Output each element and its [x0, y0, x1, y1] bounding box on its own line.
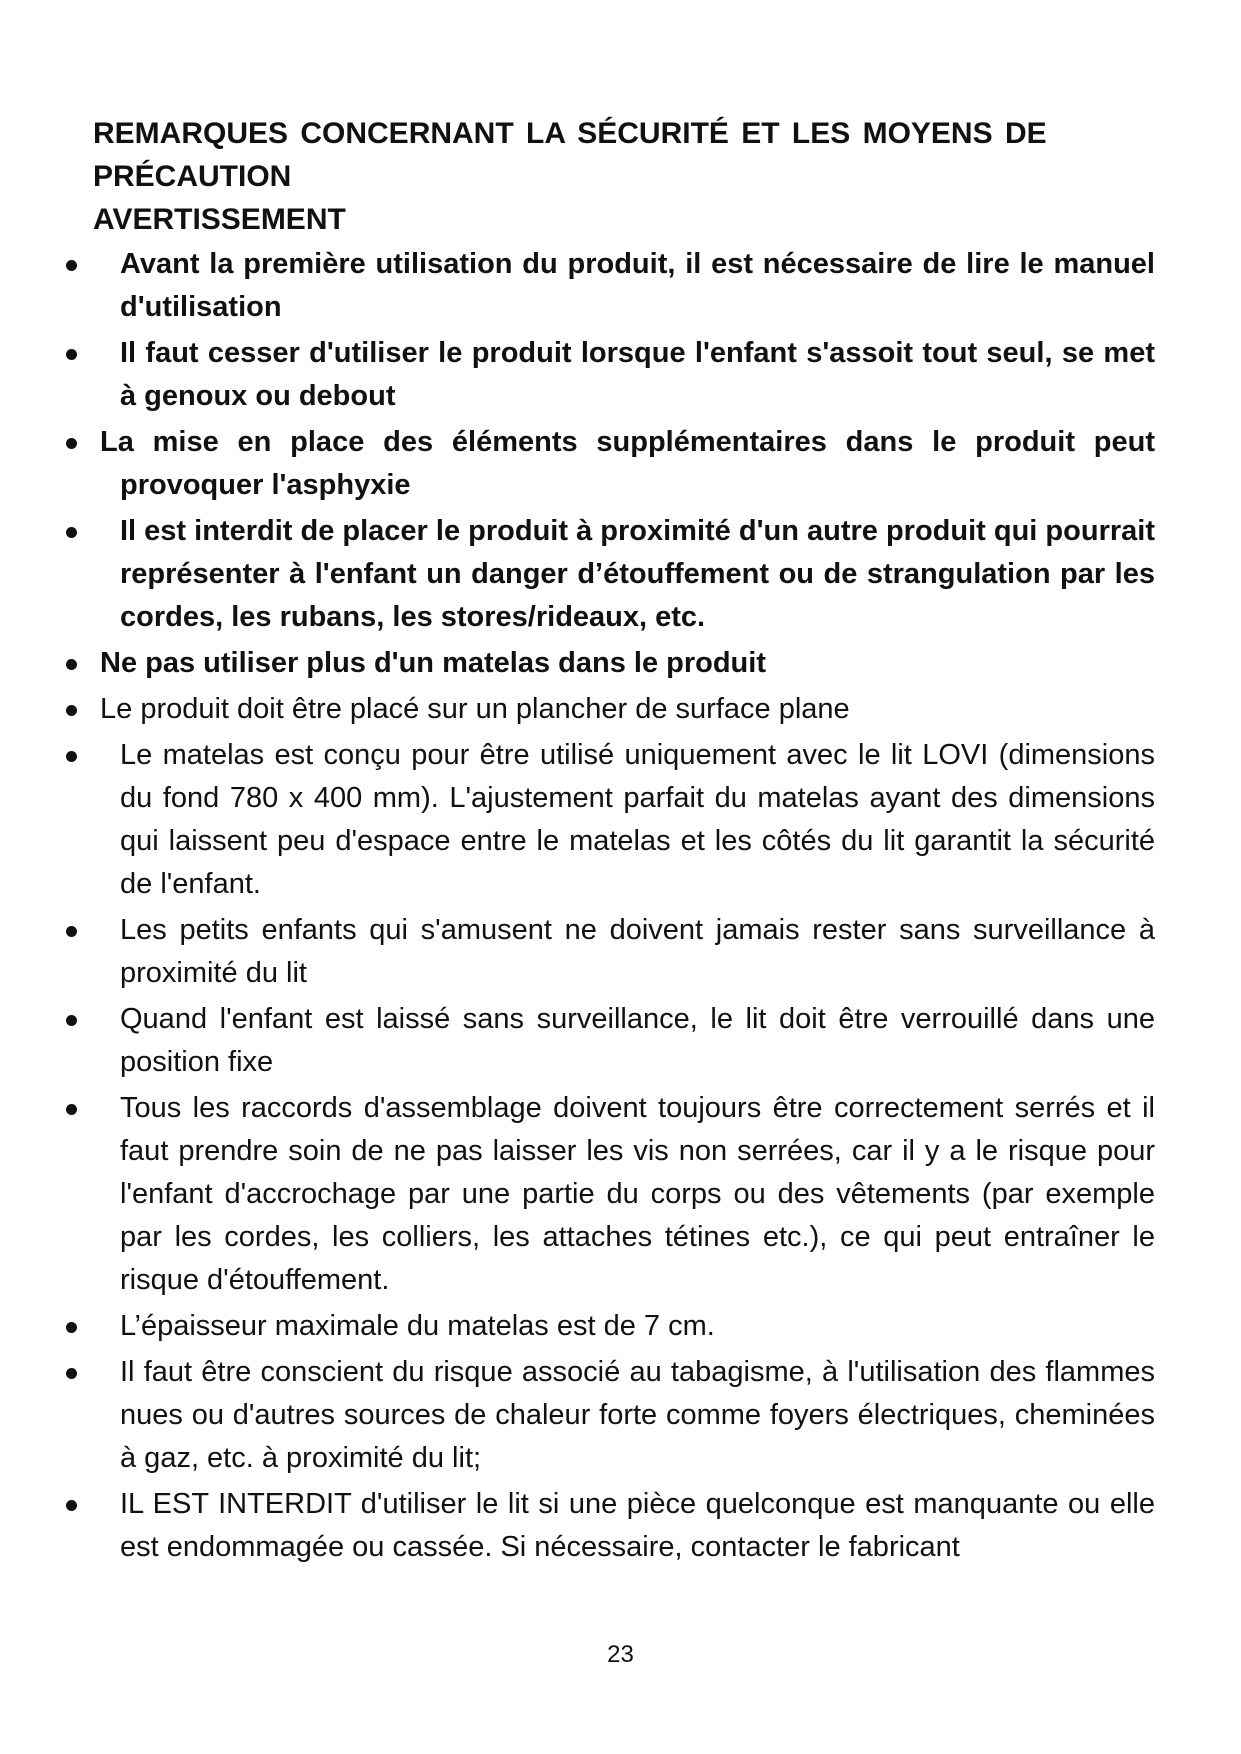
- bullet-icon: [66, 1015, 77, 1026]
- bullet-icon: [66, 751, 77, 762]
- list-item: [0, 1483, 1241, 1569]
- bullet-icon: [66, 527, 77, 538]
- bullet-icon: [66, 659, 77, 670]
- list-item-text: Ne pas utiliser plus d'un matelas dans le produit: [100, 647, 766, 679]
- list-item-text-rest: provoquer l'asphyxie: [120, 469, 411, 501]
- list-item: [0, 909, 1241, 995]
- page-number: 23: [607, 1641, 634, 1668]
- bullet-icon: [66, 1104, 77, 1115]
- list-item-text: Le matelas est conçu pour être utilisé uniquement avec le lit LOVI (dimensions du fond 780 x 400 mm). L'ajustement parfait du matelas ayant des dimensions qui laissent peu d'espace entre le matelas et les côtés du lit garantit la sécurité de l'enfant.: [120, 739, 1155, 900]
- list-item-text: L’épaisseur maximale du matelas est de 7 cm.: [120, 1310, 715, 1342]
- list-item-text: IL EST INTERDIT d'utiliser le lit si une pièce quelconque est manquante ou elle est endommagée ou cassée. Si nécessaire, contacter le fabricant: [120, 1488, 1155, 1563]
- list-item: [0, 642, 1241, 685]
- bullet-icon: [66, 1500, 77, 1511]
- bullet-icon: [66, 926, 77, 937]
- list-item: [0, 510, 1241, 639]
- list-item: [0, 421, 1241, 507]
- bullet-icon: [66, 349, 77, 360]
- bullet-icon: [66, 260, 77, 271]
- section-headings: [93, 112, 1143, 241]
- list-item-text: Le produit doit être placé sur un plancher de surface plane: [100, 693, 850, 725]
- section-title: REMARQUES CONCERNANT LA SÉCURITÉ ET LES MOYENS DE PRÉCAUTION: [93, 117, 1047, 193]
- list-item: [0, 243, 1241, 329]
- bullet-icon: [66, 1322, 77, 1333]
- list-item-text: Il est interdit de placer le produit à proximité d'un autre produit qui pourrait représenter à l'enfant un danger d’étouffement ou de strangulation par les cordes, les rubans, les stores/rideaux, etc.: [120, 515, 1155, 633]
- list-item-text-first-line: La mise en place des éléments supplémentaires dans le produit peut: [100, 426, 1155, 458]
- bullet-icon: [66, 438, 77, 449]
- list-item: [0, 1351, 1241, 1480]
- list-item-text: Il faut cesser d'utiliser le produit lorsque l'enfant s'assoit tout seul, se met à genoux ou debout: [120, 337, 1155, 412]
- list-item: [0, 332, 1241, 418]
- list-item: [0, 998, 1241, 1084]
- list-item: [0, 688, 1241, 731]
- list-item-text: Avant la première utilisation du produit, il est nécessaire de lire le manuel d'utilisation: [120, 248, 1155, 323]
- bullet-icon: [66, 1368, 77, 1379]
- list-item-text: Quand l'enfant est laissé sans surveillance, le lit doit être verrouillé dans une position fixe: [120, 1003, 1155, 1078]
- list-item-text: Les petits enfants qui s'amusent ne doivent jamais rester sans surveillance à proximité du lit: [120, 914, 1155, 989]
- bullet-icon: [66, 705, 77, 716]
- list-item-text: Il faut être conscient du risque associé au tabagisme, à l'utilisation des flammes nues ou d'autres sources de chaleur forte comme foyers électriques, cheminées à gaz, etc. à proximité du lit;: [120, 1356, 1155, 1474]
- list-item: [0, 734, 1241, 906]
- list-item-text: Tous les raccords d'assemblage doivent toujours être correctement serrés et il faut prendre soin de ne pas laisser les vis non serrées, car il y a le risque pour l'enfant d'accrochage par une partie du corps ou des vêtements (par exemple par les cordes, les colliers, les attaches tétines etc.), ce qui peut entraîner le risque d'étouffement.: [120, 1092, 1155, 1296]
- warning-heading: AVERTISSEMENT: [93, 203, 346, 236]
- list-item: [0, 1087, 1241, 1302]
- safety-list: [0, 243, 1241, 1572]
- list-item: [0, 1305, 1241, 1348]
